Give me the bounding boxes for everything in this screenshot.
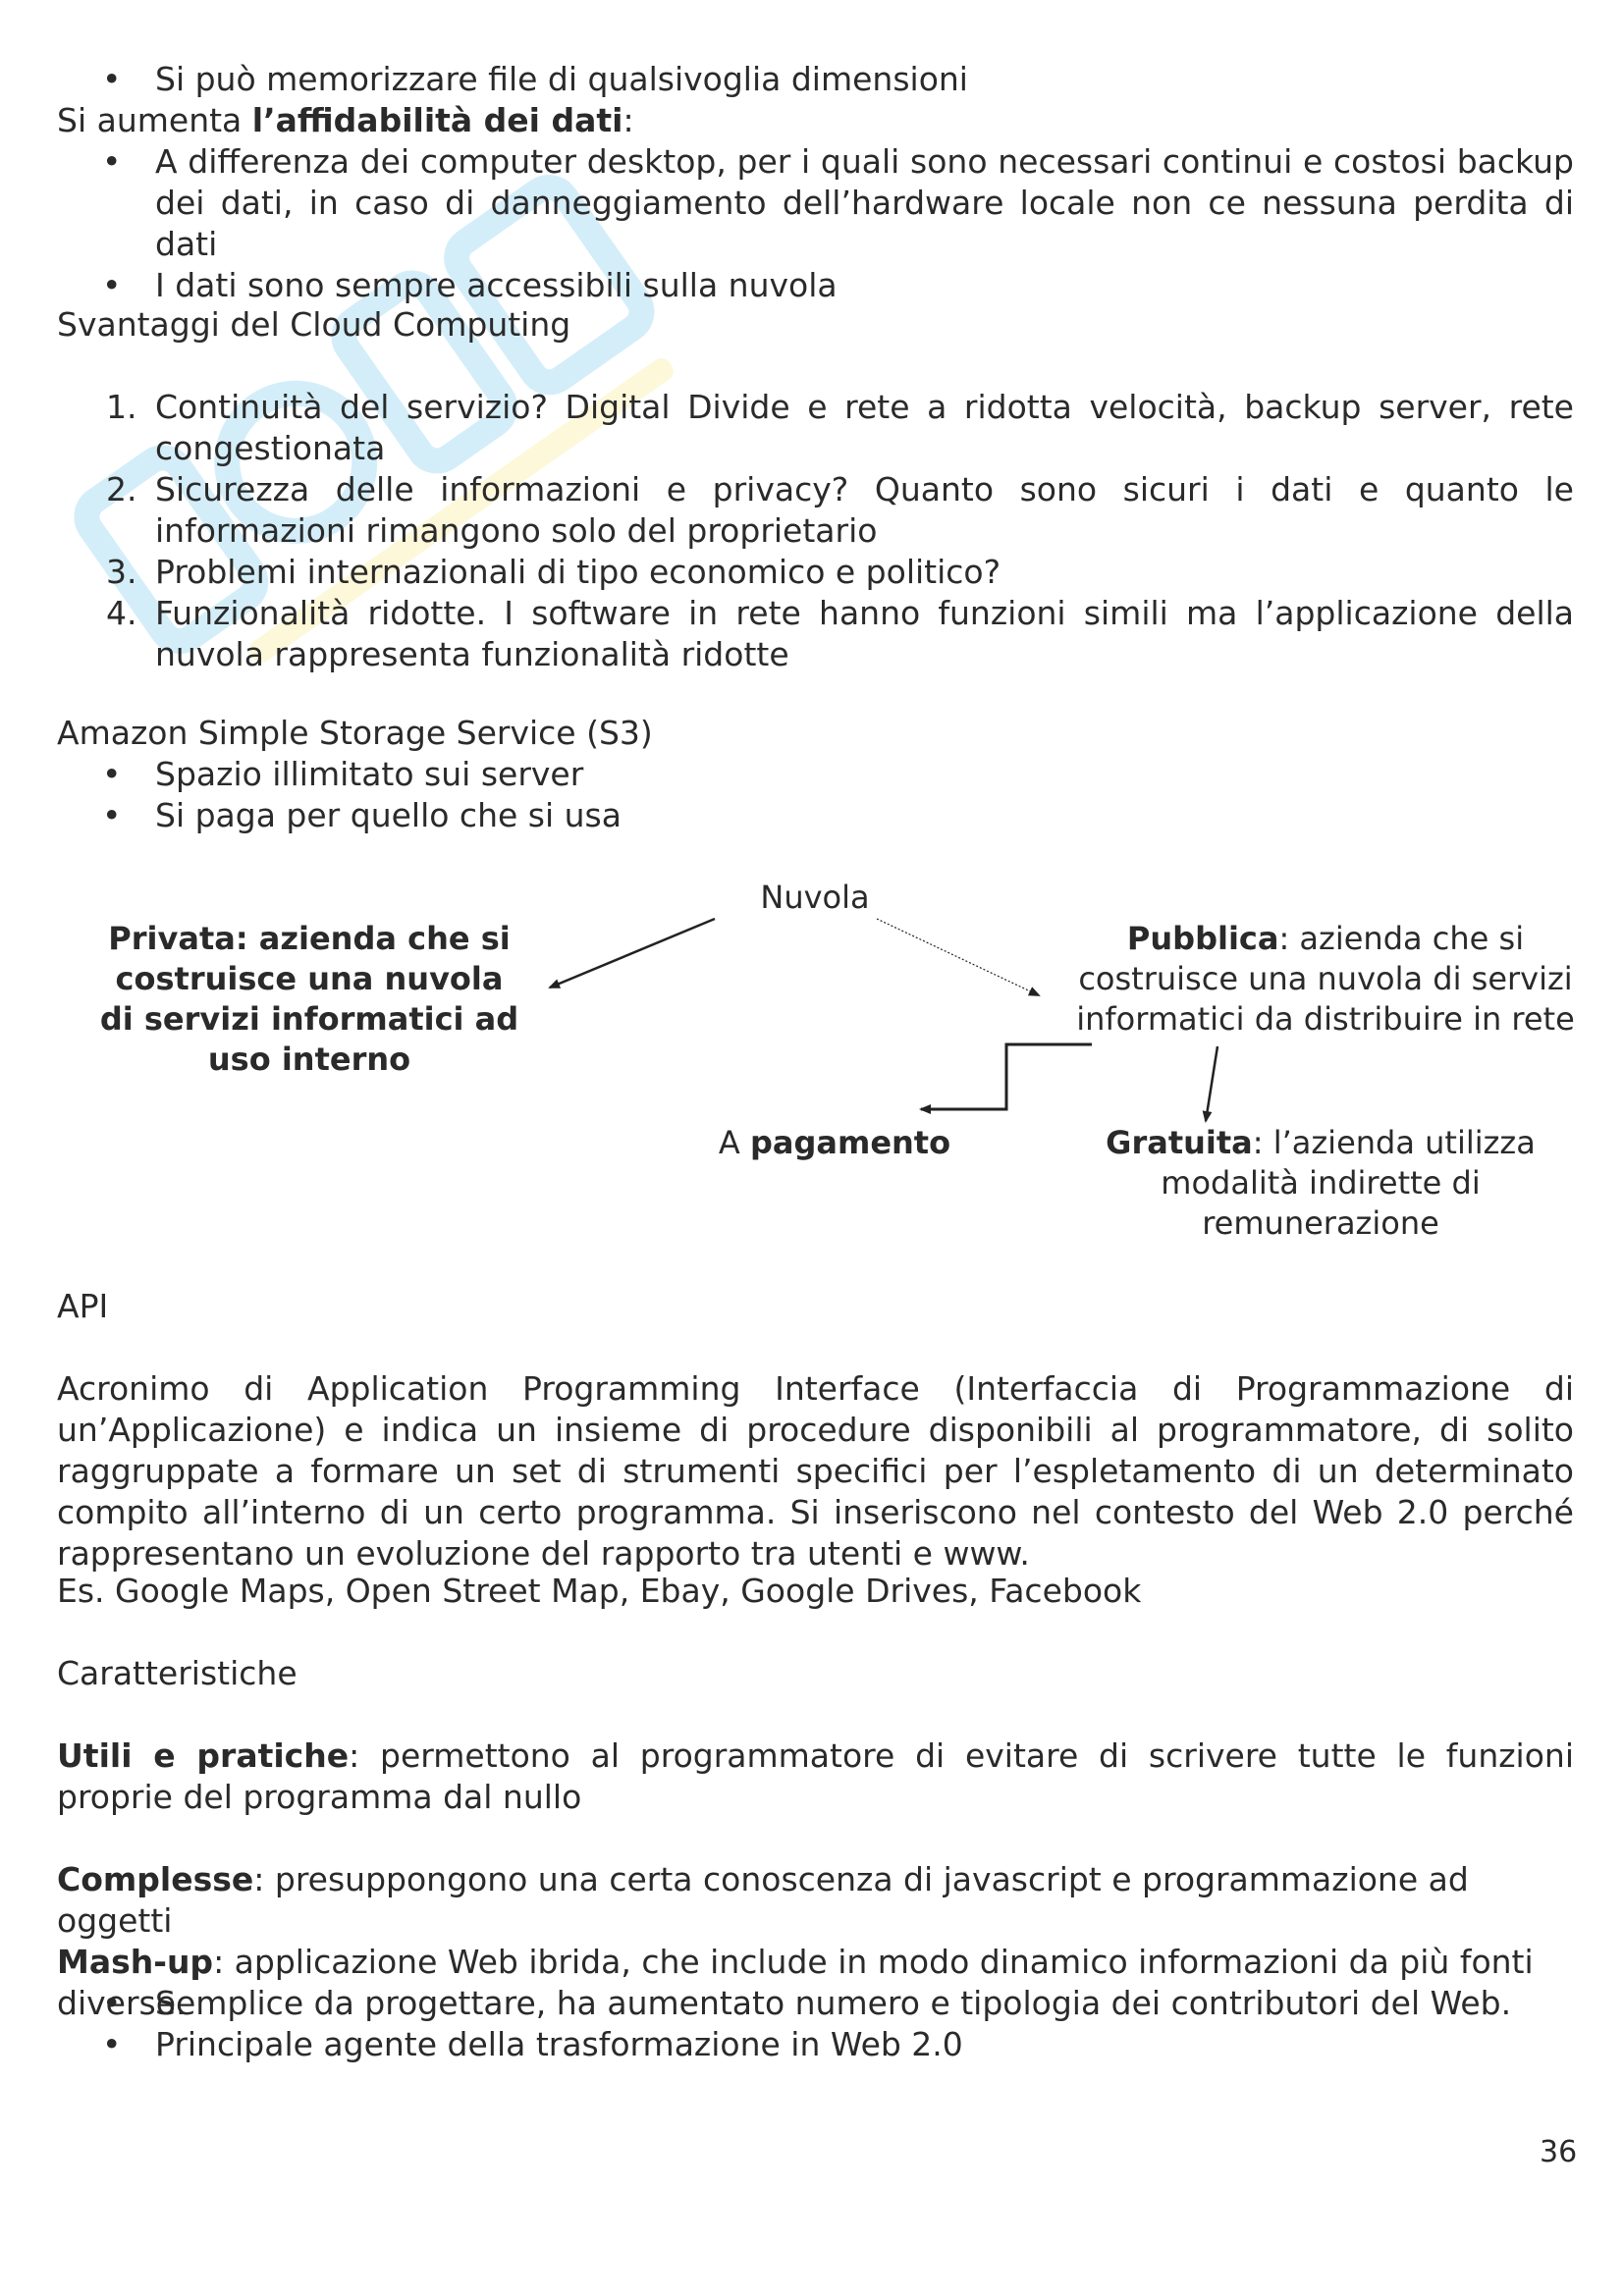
mashup-list bbox=[57, 1983, 1574, 2065]
diagram-paid: A pagamento bbox=[718, 1124, 951, 1161]
list-item: • Semplice da progettare, ha aumentato numero e tipologia dei contributori del Web. bbox=[57, 1983, 1574, 2024]
feature-mashup: Mash-up: applicazione Web ibrida, che include in modo dinamico informazioni da più fonti diverse. bbox=[57, 1943, 1534, 2022]
disadvantages-heading: Svantaggi del Cloud Computing bbox=[57, 305, 571, 344]
api-heading: API bbox=[57, 1287, 109, 1325]
list-item: 2. Sicurezza delle informazioni e privacy? Quanto sono sicuri i dati e quanto le informazioni rimangono solo del proprietario bbox=[106, 470, 1574, 550]
list-item: • A differenza dei computer desktop, per i quali sono necessari continui e costosi backup dei dati, in caso di danneggiamento dell’hardware locale non ce nessuna perdita di dati bbox=[57, 141, 1574, 265]
diagram-public: Pubblica: azienda che si costruisce una nuvola di servizi informatici da distribuire in rete bbox=[1076, 920, 1575, 1038]
feature-useful: Utili e pratiche: permettono al programmatore di evitare di scrivere tutte le funzioni proprie del programma dal nullo bbox=[57, 1736, 1574, 1816]
list-item: 4. Funzionalità ridotte. I software in rete hanno funzioni simili ma l’applicazione della nuvola rappresenta funzionalità ridotte bbox=[106, 594, 1574, 673]
diagram-root: Nuvola bbox=[760, 879, 870, 916]
reliability-list bbox=[57, 141, 1574, 306]
feature-complex: Complesse: presuppongono una certa conoscenza di javascript e programmazione ad oggetti bbox=[57, 1860, 1469, 1940]
top-list bbox=[57, 59, 1574, 100]
list-item: 1. Continuità del servizio? Digital Divide e rete a ridotta velocità, backup server, rete congestionata bbox=[106, 388, 1574, 467]
s3-heading: Amazon Simple Storage Service (S3) bbox=[57, 714, 653, 752]
arrow-to-private bbox=[550, 919, 715, 988]
list-item: • I dati sono sempre accessibili sulla nuvola bbox=[57, 265, 1574, 306]
api-examples: Es. Google Maps, Open Street Map, Ebay, Google Drives, Facebook bbox=[57, 1572, 1142, 1610]
page-number: 36 bbox=[1540, 2135, 1578, 2169]
list-item: • Principale agente della trasformazione in Web 2.0 bbox=[57, 2024, 1574, 2065]
reliability-intro: Si aumenta l’affidabilità dei dati: bbox=[57, 101, 634, 139]
api-paragraph: Acronimo di Application Programming Interface (Interfaccia di Programmazione di un’Applicazione) e indica un insieme di procedure disponibili al programmatore, di solito raggruppate a formare un set di strumenti specifici per l’espletamento di un determinato compito all’interno di un certo programma. Si inseriscono nel contesto del Web 2.0 perché rappresentano un evoluzione del rapporto tra utenti e www. bbox=[57, 1369, 1574, 1573]
list-item: • Spazio illimitato sui server bbox=[57, 754, 1574, 795]
list-item: • Si può memorizzare file di qualsivoglia dimensioni bbox=[57, 59, 1574, 100]
disadvantages-list bbox=[57, 387, 1574, 675]
arrow-to-public bbox=[877, 919, 1039, 995]
arrow-to-free bbox=[1206, 1046, 1217, 1121]
list-item: 3. Problemi internazionali di tipo economico e politico? bbox=[106, 553, 1001, 591]
features-heading: Caratteristiche bbox=[57, 1654, 298, 1692]
s3-list bbox=[57, 754, 1574, 836]
list-item: • Si paga per quello che si usa bbox=[57, 795, 1574, 836]
arrow-to-paid bbox=[921, 1044, 1092, 1109]
diagram-free: Gratuita: l’azienda utilizza modalità indirette di remunerazione bbox=[1106, 1124, 1536, 1242]
diagram-private: Privata: azienda che si costruisce una nuvola di servizi informatici ad uso interno bbox=[99, 920, 519, 1078]
